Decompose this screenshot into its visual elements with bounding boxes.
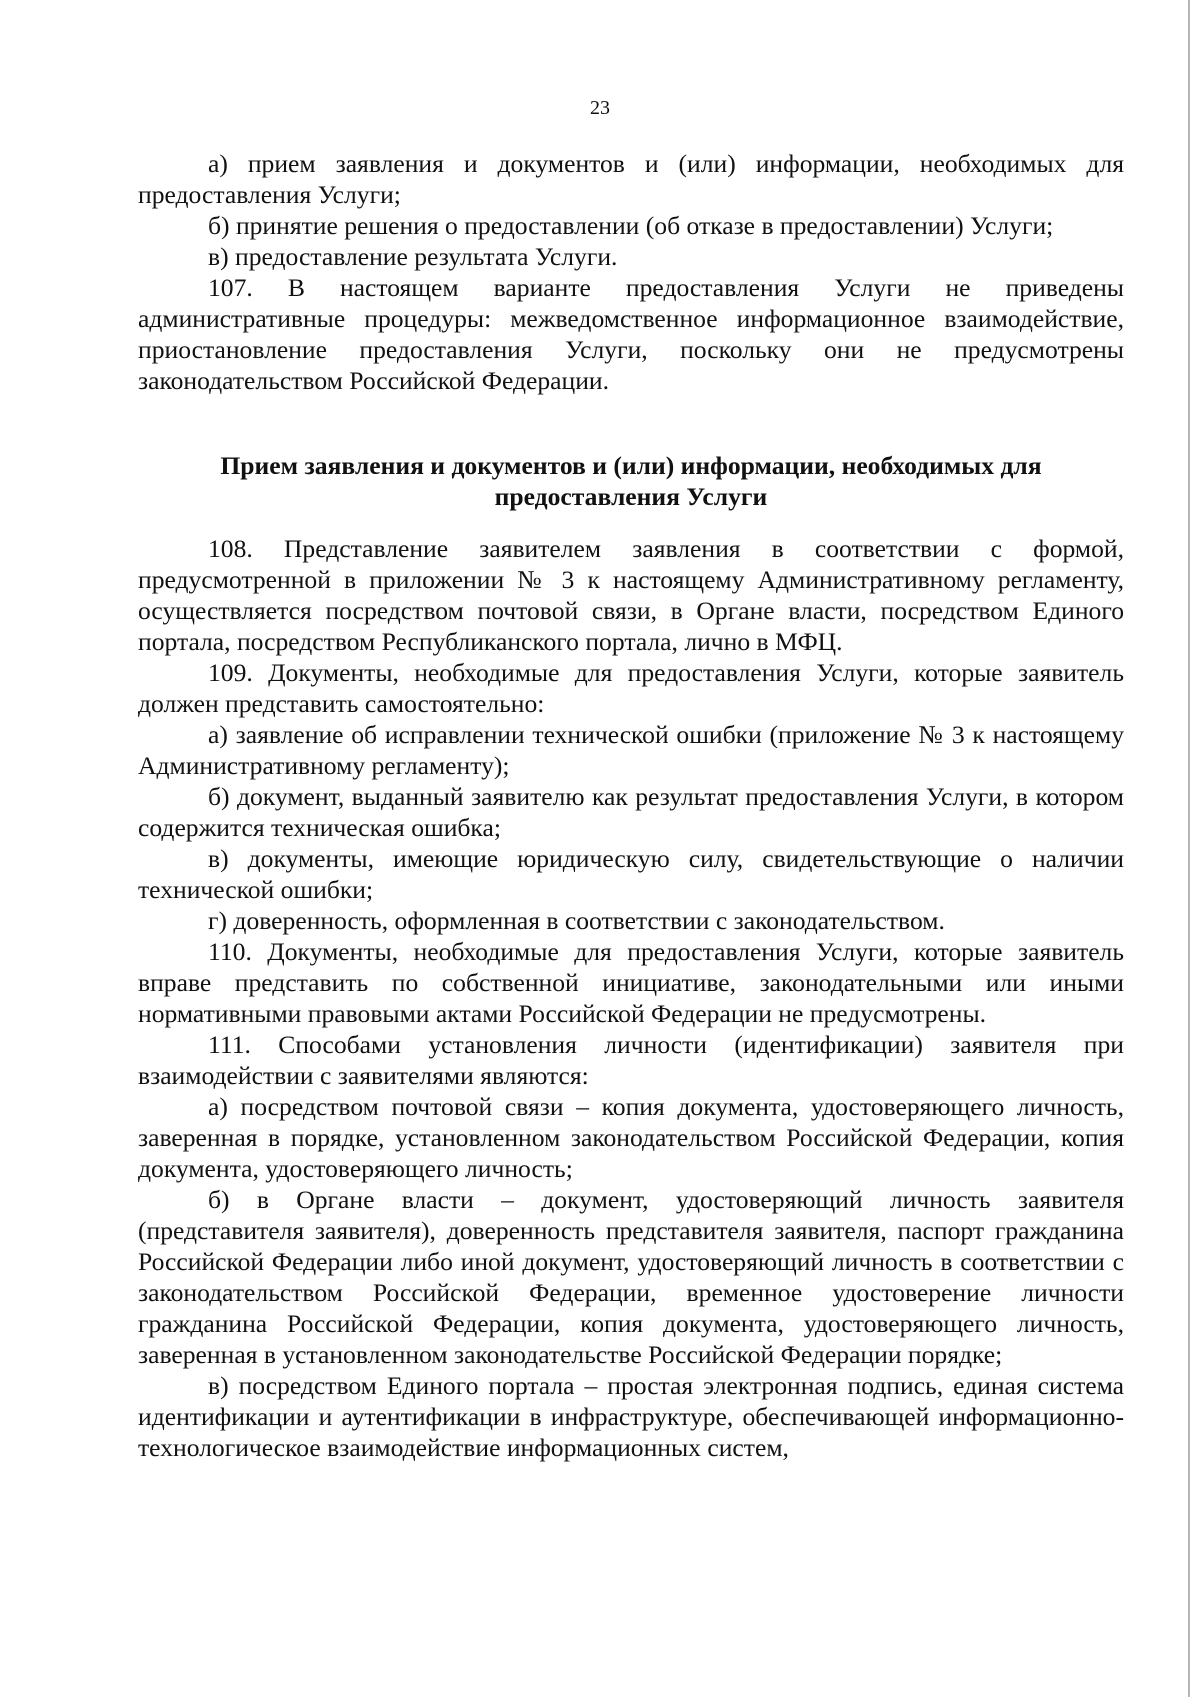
section-heading-line-2: предоставления Услуги	[494, 482, 768, 511]
scan-edge-line	[1188, 0, 1190, 1697]
paragraph-109a: а) заявление об исправлении технической ошибки (приложение № 3 к настоящему Административному регламенту);	[138, 720, 1124, 780]
section-heading-line-1: Прием заявления и документов и (или) информации, необходимых для	[220, 451, 1042, 480]
paragraph-108: 108. Представление заявителем заявления в соответствии с формой, предусмотренной в приложении № 3 к настоящему Административному регламенту, осуществляется посредством почтовой связи, в Органе власти, посредством Единого портала, посредством Республиканского портала, лично в МФЦ.	[138, 534, 1124, 656]
paragraph-107: 107. В настоящем варианте предоставления Услуги не приведены административные процедуры: межведомственное информационное взаимодействие, приостановление предоставления Услуги, поскольку они не предусмотрены законодательством Российской Федерации.	[138, 273, 1124, 395]
page-number: 23	[590, 97, 610, 119]
paragraph-109: 109. Документы, необходимые для предоставления Услуги, которые заявитель должен представить самостоятельно:	[138, 658, 1124, 718]
paragraph-110: 110. Документы, необходимые для предоставления Услуги, которые заявитель вправе представить по собственной инициативе, законодательными или иными нормативными правовыми актами Российской Федерации не предусмотрены.	[138, 937, 1124, 1028]
document-body	[138, 148, 1124, 1463]
paragraph-111b: б) в Органе власти – документ, удостоверяющий личность заявителя (представителя заявителя), доверенность представителя заявителя, паспорт гражданина Российской Федерации либо иной документ, удостоверяющий личность в соответствии с законодательством Российской Федерации, временное удостоверение личности гражданина Российской Федерации, копия документа, удостоверяющего личность, заверенная в установленном законодательстве Российской Федерации порядке;	[138, 1185, 1124, 1369]
paragraph-111a: а) посредством почтовой связи – копия документа, удостоверяющего личность, заверенная в порядке, установленном законодательством Российской Федерации, копия документа, удостоверяющего личность;	[138, 1092, 1124, 1183]
section-heading	[138, 450, 1124, 512]
paragraph-106c: в) предоставление результата Услуги.	[208, 242, 618, 271]
paragraph-106b: б) принятие решения о предоставлении (об отказе в предоставлении) Услуги;	[208, 211, 1054, 240]
paragraph-109c: в) документы, имеющие юридическую силу, свидетельствующие о наличии технической ошибки;	[138, 844, 1124, 904]
paragraph-111: 111. Способами установления личности (идентификации) заявителя при взаимодействии с заявителями являются:	[138, 1030, 1124, 1090]
paragraph-106a: а) прием заявления и документов и (или) информации, необходимых для предоставления Услуги;	[138, 149, 1124, 209]
paragraph-111c: в) посредством Единого портала – простая электронная подпись, единая система идентификации и аутентификации в инфраструктуре, обеспечивающей информационно-технологическое взаимодействие информационных систем,	[138, 1371, 1124, 1462]
paragraph-109b: б) документ, выданный заявителю как результат предоставления Услуги, в котором содержится техническая ошибка;	[138, 782, 1124, 842]
paragraph-109d: г) доверенность, оформленная в соответствии с законодательством.	[208, 906, 945, 935]
